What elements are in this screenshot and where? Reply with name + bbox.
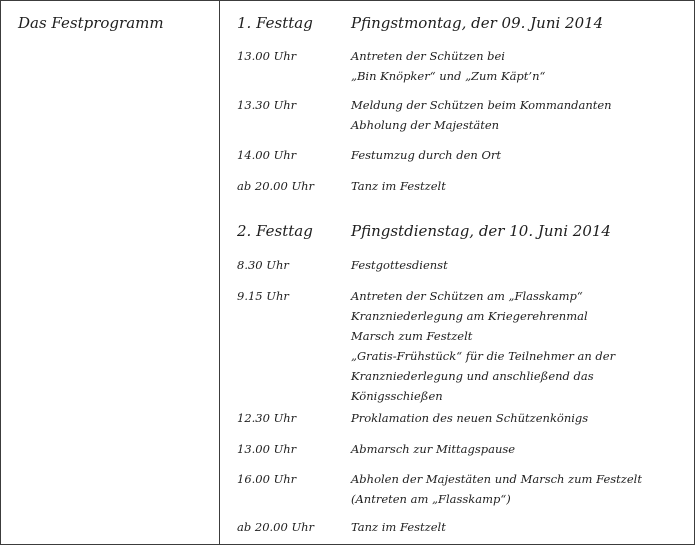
item-time: ab 20.00 Uhr	[237, 520, 315, 534]
item-description	[351, 95, 691, 135]
item-line: Antreten der Schützen am „Flasskamp“	[351, 289, 583, 303]
day-header	[237, 14, 692, 38]
item-time: 14.00 Uhr	[237, 148, 297, 162]
item-time: 16.00 Uhr	[237, 472, 297, 486]
item-line: Kranzniederlegung und anschließend das	[351, 369, 594, 383]
item-line: (Antreten am „Flasskamp“)	[351, 492, 511, 506]
day-label: 2. Festtag	[237, 222, 313, 240]
item-line: Abmarsch zur Mittagspause	[351, 442, 516, 456]
item-line: Tanz im Festzelt	[351, 179, 446, 193]
item-description	[351, 286, 691, 406]
item-time: 13.00 Uhr	[237, 442, 297, 456]
program-title: Das Festprogramm	[18, 14, 164, 32]
column-divider	[219, 1, 220, 544]
item-description	[351, 176, 691, 196]
item-time: 13.30 Uhr	[237, 98, 297, 112]
item-description	[351, 439, 691, 459]
day-header	[237, 222, 692, 246]
item-time: 9.15 Uhr	[237, 289, 289, 303]
item-line: Abholen der Majestäten und Marsch zum Festzelt	[351, 472, 642, 486]
day-label: 1. Festtag	[237, 14, 313, 32]
item-line: Abholung der Majestäten	[351, 118, 500, 132]
item-description	[351, 408, 691, 428]
item-line: Antreten der Schützen bei	[351, 49, 505, 63]
item-description	[351, 46, 691, 86]
day-date: Pfingstmontag, der 09. Juni 2014	[351, 14, 604, 32]
item-line: Königsschießen	[351, 389, 443, 403]
item-line: „Bin Knöpker“ und „Zum Käpt’n“	[351, 69, 546, 83]
item-description	[351, 469, 691, 509]
item-line: Kranzniederlegung am Kriegerehrenmal	[351, 309, 588, 323]
item-line: Tanz im Festzelt	[351, 520, 446, 534]
item-line: Marsch zum Festzelt	[351, 329, 473, 343]
item-line: „Gratis-Frühstück“ für die Teilnehmer an der	[351, 349, 616, 363]
item-time: 13.00 Uhr	[237, 49, 297, 63]
day-date: Pfingstdienstag, der 10. Juni 2014	[351, 222, 611, 240]
item-description	[351, 145, 691, 165]
item-description	[351, 255, 691, 275]
item-time: ab 20.00 Uhr	[237, 179, 315, 193]
item-time: 8.30 Uhr	[237, 258, 289, 272]
item-line: Meldung der Schützen beim Kommandanten	[351, 98, 612, 112]
item-time: 12.30 Uhr	[237, 411, 297, 425]
item-line: Proklamation des neuen Schützenkönigs	[351, 411, 589, 425]
item-description	[351, 517, 691, 537]
item-line: Festumzug durch den Ort	[351, 148, 502, 162]
item-line: Festgottesdienst	[351, 258, 448, 272]
